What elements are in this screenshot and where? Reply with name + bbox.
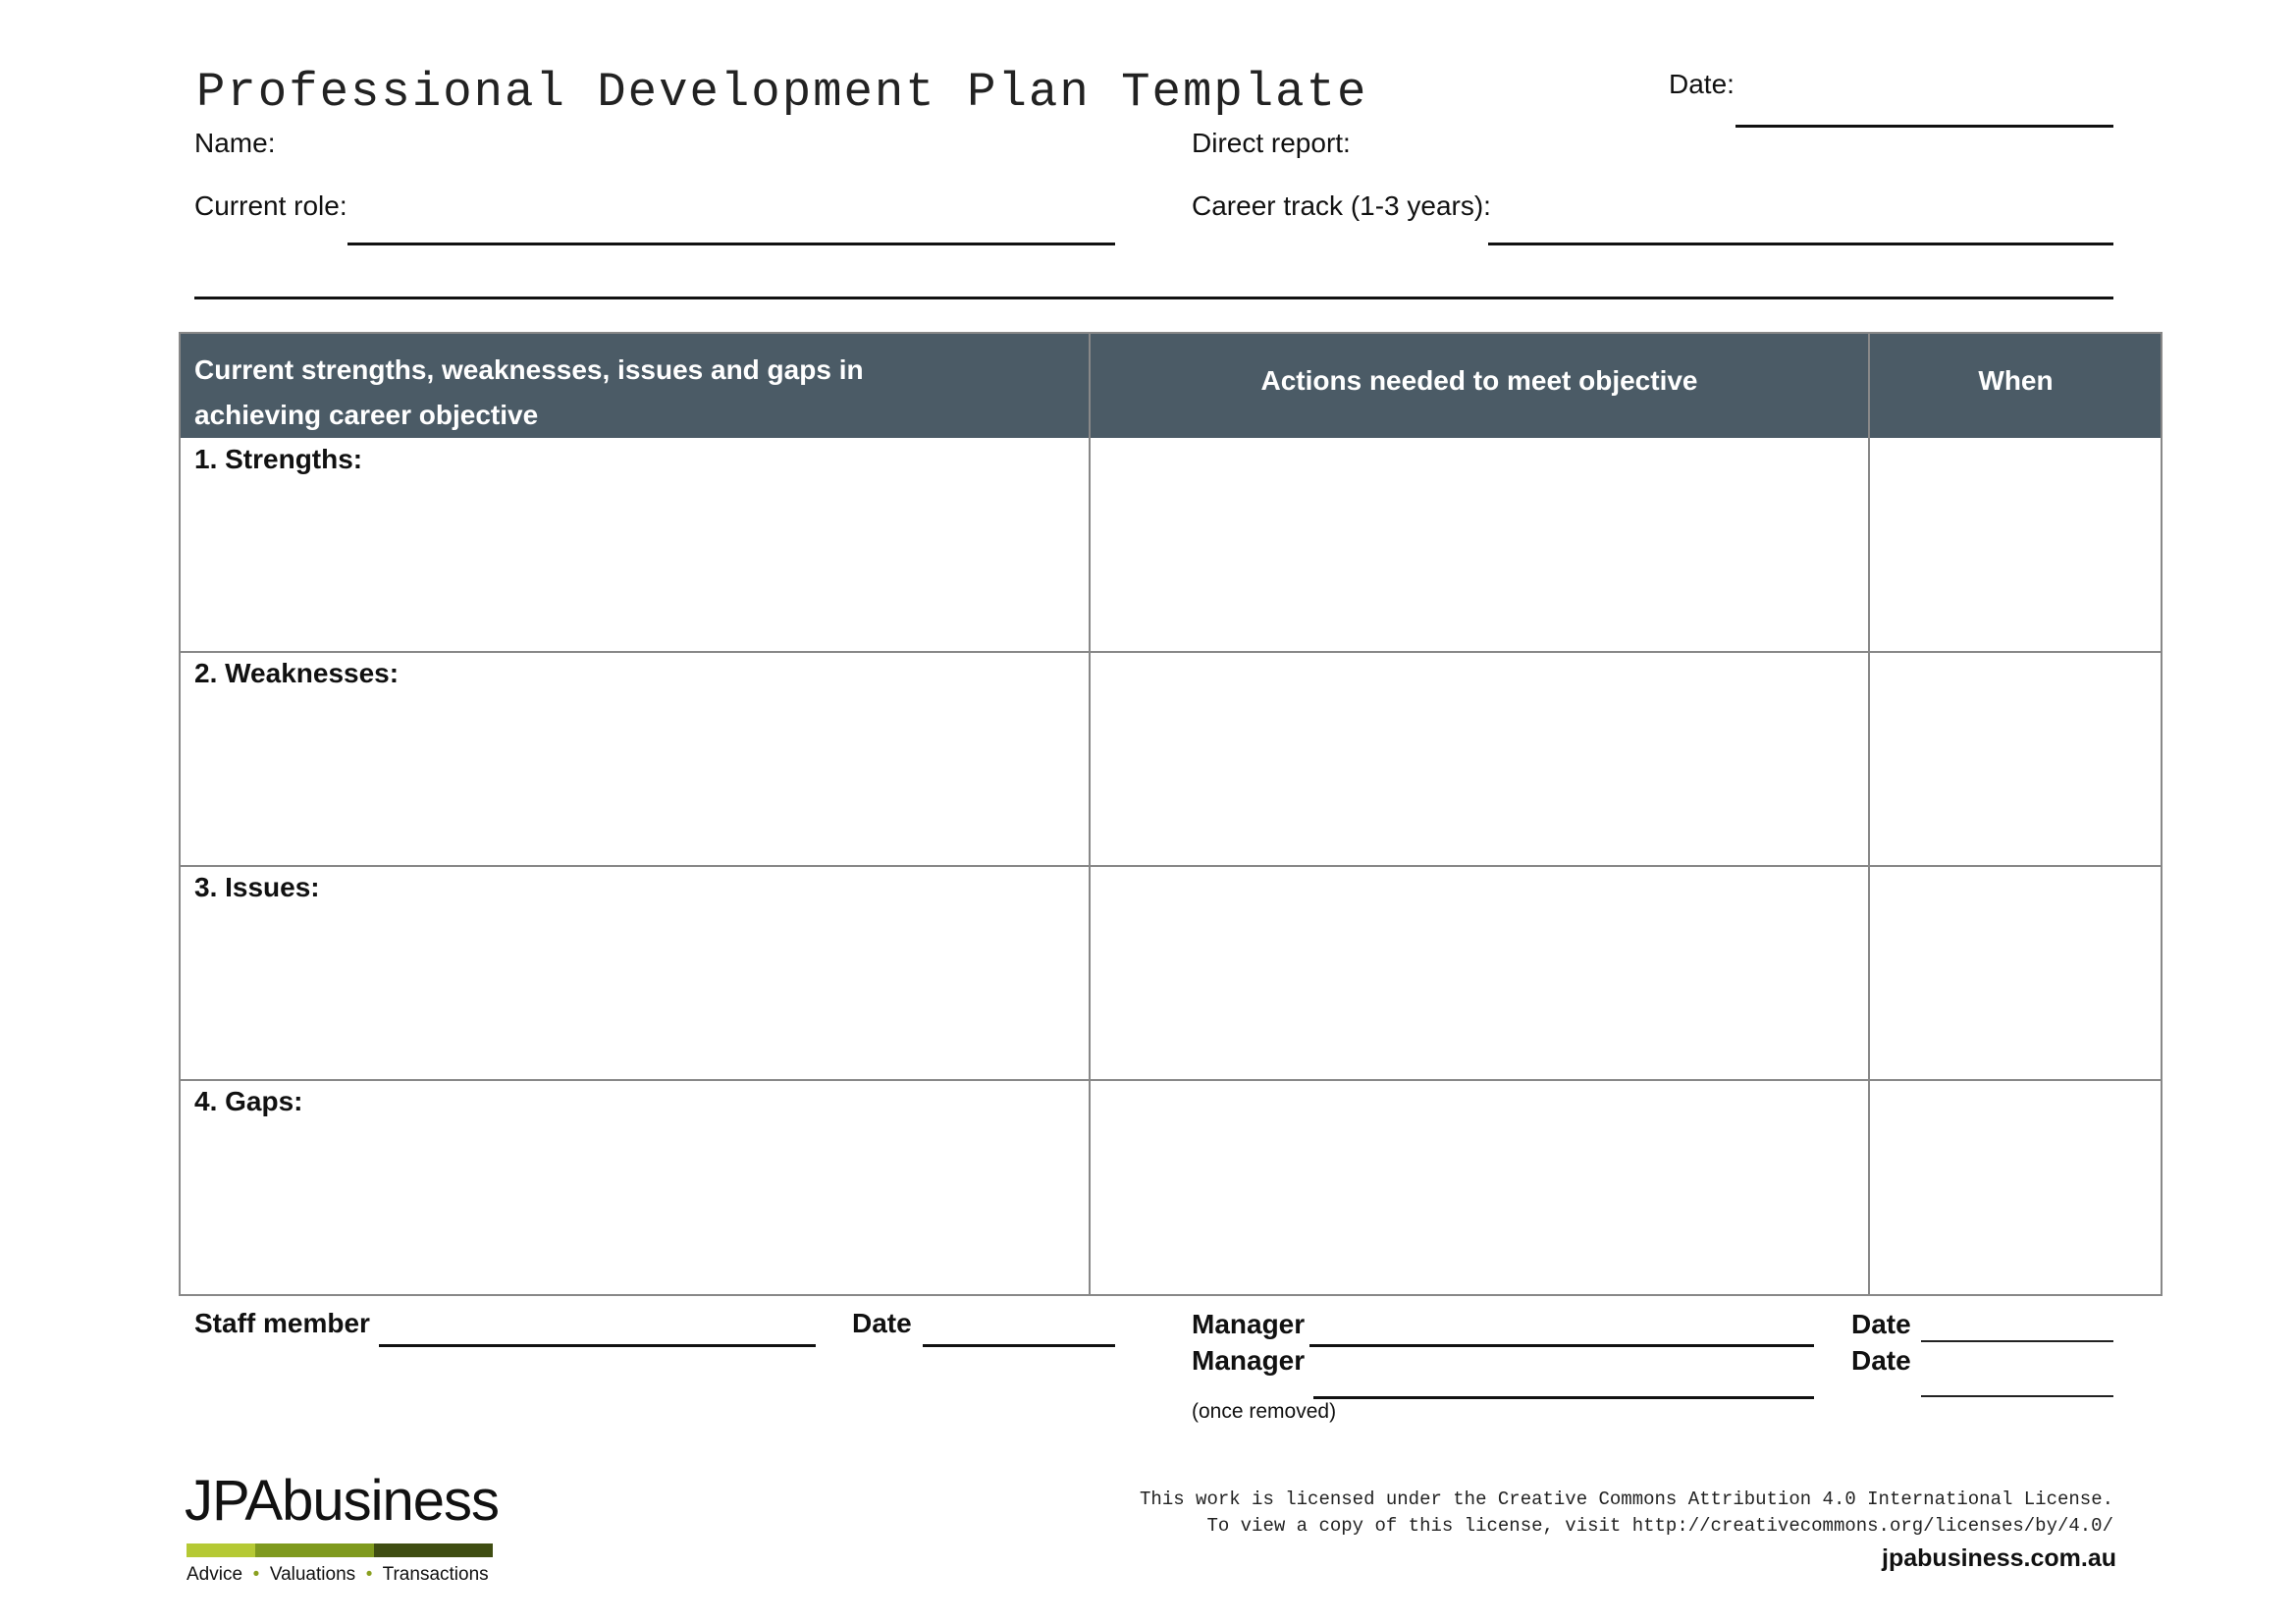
logo-wordmark: JPAbusiness: [185, 1469, 499, 1533]
tagline-advice: Advice: [187, 1564, 243, 1585]
row-divider: [179, 865, 2163, 867]
name-label: Name:: [194, 128, 276, 158]
header-divider: [194, 297, 2113, 299]
staff-member-label: Staff member: [194, 1308, 370, 1338]
row-label-gaps: 4. Gaps:: [194, 1086, 303, 1116]
row-divider: [179, 651, 2163, 653]
date-field[interactable]: [1735, 125, 2113, 128]
row-label-issues: 3. Issues:: [194, 872, 320, 902]
current-role-field[interactable]: [347, 243, 1115, 245]
column-header-line2: achieving career objective: [194, 400, 539, 430]
column-divider: [1868, 332, 1870, 1296]
manager-date-field[interactable]: [1921, 1340, 2113, 1342]
column-header-line1: Current strengths, weaknesses, issues and gaps in: [194, 354, 864, 385]
jpabusiness-logo: [173, 1468, 522, 1596]
staff-member-signature-field[interactable]: [379, 1344, 816, 1347]
once-removed-note: (once removed): [1192, 1400, 1337, 1423]
logo-bar-dark: [374, 1543, 493, 1557]
column-header-actions: Actions needed to meet objective: [1260, 365, 1698, 396]
manager-once-removed-signature-field[interactable]: [1313, 1396, 1814, 1399]
direct-report-label: Direct report:: [1192, 128, 1351, 158]
logo-bar-mid: [255, 1543, 374, 1557]
license-line-1: This work is licensed under the Creative Commons Attribution 4.0 International License.: [1140, 1489, 2113, 1510]
logo-bar-light: [187, 1543, 255, 1557]
website-link[interactable]: jpabusiness.com.au: [1882, 1544, 2116, 1572]
manager-once-removed-date-label: Date: [1851, 1345, 1911, 1376]
row-label-strengths: 1. Strengths:: [194, 444, 363, 474]
manager-once-removed-label: Manager: [1192, 1345, 1306, 1376]
logo-tagline: [187, 1564, 489, 1586]
page-title: Professional Development Plan Template: [196, 65, 1368, 120]
staff-date-label: Date: [852, 1308, 912, 1338]
column-header-when: When: [1978, 365, 2054, 396]
date-label: Date:: [1669, 69, 1735, 99]
career-track-field[interactable]: [1488, 243, 2113, 245]
manager-date-label: Date: [1851, 1309, 1911, 1339]
row-label-weaknesses: 2. Weaknesses:: [194, 658, 400, 688]
career-track-label: Career track (1-3 years):: [1192, 190, 1491, 221]
tagline-valuations: Valuations: [269, 1564, 356, 1585]
manager-signature-field[interactable]: [1309, 1344, 1814, 1347]
manager-label: Manager: [1192, 1309, 1306, 1339]
row-divider: [179, 1079, 2163, 1081]
tagline-dot: •: [360, 1564, 378, 1585]
manager-once-removed-date-field[interactable]: [1921, 1395, 2113, 1397]
column-divider: [1089, 332, 1091, 1296]
plan-table: [179, 332, 2163, 1296]
staff-date-field[interactable]: [923, 1344, 1115, 1347]
tagline-dot: •: [247, 1564, 265, 1585]
current-role-label: Current role:: [194, 190, 347, 221]
tagline-transactions: Transactions: [382, 1564, 489, 1585]
license-line-2[interactable]: To view a copy of this license, visit http://creativecommons.org/licenses/by/4.0/: [1206, 1515, 2113, 1537]
